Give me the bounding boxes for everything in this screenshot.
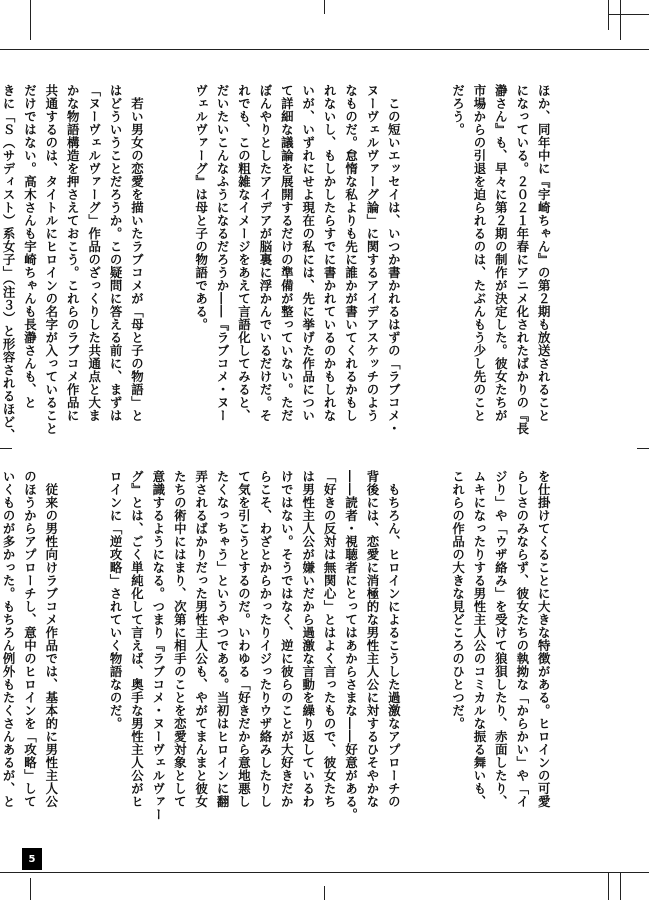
crop-mark: [0, 448, 12, 449]
page-number: 5: [22, 848, 42, 870]
crop-mark: [324, 0, 325, 14]
paragraph: ほか、同年中に『宇崎ちゃん』の第２期も放送されること になっている。２０２１年春にアニメ化されたばかりの『長 瀞さん』も、早々に第２期の制作が決定した。彼女たちが 市場からの引退を迫られるのは、たぶんもう少し先のこと だろう。: [450, 84, 552, 435]
crop-mark: [608, 14, 649, 15]
crop-mark: [324, 886, 325, 900]
crop-mark: [608, 0, 609, 30]
paragraph: この短いエッセイは、いつか書かれるはずの「ラブコメ・ ヌーヴェルヴァーグ論」に関するアイデアスケッチのよう なものだ。怠惰な私よりも先に誰かが書いてくれるかもし れないし、もしかしたらすでに書かれているのかもしれな いが、いずれにせよ現在の私には、先に挙げた作品につい て詳細な議論を展開するだけの準備が整っていない。ただ ぼんやりとしたアイデアが脳裏に浮かんでいるだけだ。そ れでも、この粗雑なイメージをあえて言語化してみると、 だいたいこんなふうになるだろうか――『ラブコメ・ヌー ヴェルヴァーグ』は母と子の物語である。: [193, 84, 402, 435]
crop-mark: [30, 878, 31, 900]
text-block-bottom: [0, 470, 597, 821]
paragraph: もちろん、ヒロインによるこうした過激なアプローチの 背後には、恋愛に消極的な男性主人公に対するひそやかな ――読者・視聴者にとってはあからさまな――好意がある。 「好きの反対は無関心」とはよく言ったもので、彼女たち は男性主人公が嫌いだから過激な言動を繰り返しているわ けではない。そうではなく、逆に彼らのことが大好きだか らこそ、わざとからかったりイジったりウザ絡みしたりし て気を引こうとするのだ。いわゆる「好きだから意地悪し たくなっちゃう」というやつである。当初はヒロインに翻 弄されるばかりだった男性主人公も、やがてまんまと彼女 たちの術中にはまり、次第に相手のことを恋愛対象として 意識するようになる。つまり『ラブコメ・ヌーヴェルヴァー グ』とは、ごく単純化して言えば、奥手な男性主人公がヒ ロインに「逆攻略」されていく物語なのだ。: [108, 470, 402, 821]
crop-mark: [0, 49, 649, 50]
paragraph: を仕掛けてくることに大きな特徴がある。ヒロインの可愛 らしさのみならず、彼女たちの執拗な「からかい」や「イ ジり」や「ウザ絡み」を受けて狼狽したり、赤面したり、 ムキになったりする男性主人公のコミカルな振る舞いも、 これらの作品の大きな見どころのひとつだ。: [450, 470, 552, 808]
text-block-top: [0, 84, 597, 442]
crop-mark: [30, 0, 31, 40]
paragraph: 若い男女の恋愛を描いたラブコメが「母と子の物語」と はどういうことだろうか。この疑問に答える前に、まずは 「ヌーヴェルヴァーグ」作品のざっくりした共通点と大ま かな物語構造を押さえておこう。これらのラブコメ作品に 共通するのは、タイトルにヒロインの名字が入っていること だけではない。高木さんも宇崎ちゃんも長瀞さんも、と きに「Ｓ（サディスト）系女子」（注３）と形容されるほど、: [1, 84, 145, 442]
crop-mark: [620, 872, 621, 900]
paragraph: 従来の男性向けラブコメ作品では、基本的に男性主人公 のほうからアプローチし、意中のヒロインを「攻略」して いくものが多かった。もちろん例外もたくさんあるが、と: [1, 470, 59, 808]
crop-mark: [0, 872, 649, 873]
crop-mark: [608, 872, 609, 900]
crop-mark: [637, 448, 649, 449]
crop-mark: [620, 0, 621, 40]
